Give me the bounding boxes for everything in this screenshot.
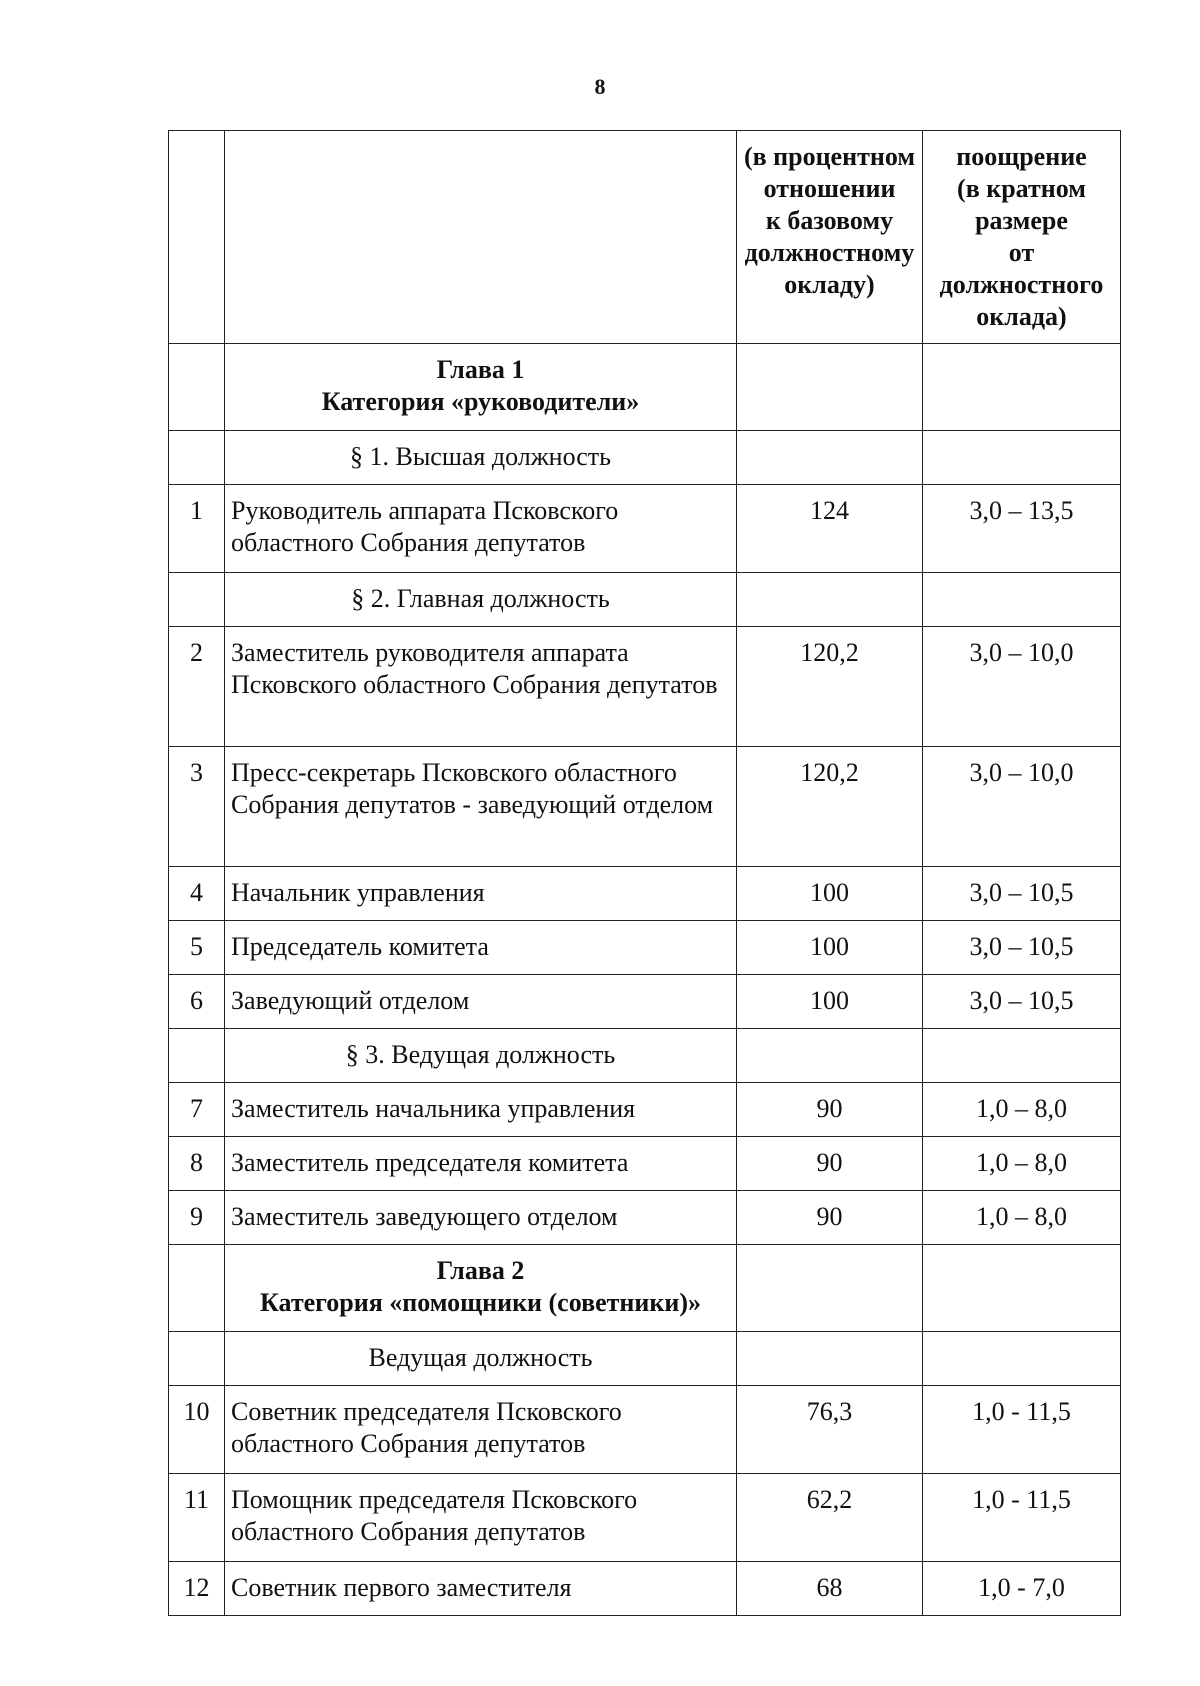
table-row bbox=[169, 867, 1121, 921]
percent-value: 100 bbox=[737, 921, 923, 975]
header-bonus-line: (в кратном bbox=[957, 174, 1086, 203]
empty-cell bbox=[923, 1332, 1121, 1386]
section-title: § 3. Ведущая должность bbox=[225, 1029, 737, 1083]
row-number: 6 bbox=[169, 975, 225, 1029]
bonus-range: 3,0 – 10,5 bbox=[923, 867, 1121, 921]
empty-cell bbox=[923, 573, 1121, 627]
empty-cell bbox=[737, 573, 923, 627]
section-title: § 2. Главная должность bbox=[225, 573, 737, 627]
percent-value: 76,3 bbox=[737, 1386, 923, 1474]
empty-cell bbox=[169, 1029, 225, 1083]
row-number: 4 bbox=[169, 867, 225, 921]
header-bonus-line: поощрение bbox=[956, 142, 1087, 171]
page-number: 8 bbox=[594, 74, 606, 99]
empty-cell bbox=[923, 1245, 1121, 1332]
percent-value: 68 bbox=[737, 1562, 923, 1616]
row-number: 1 bbox=[169, 485, 225, 573]
position-name: Руководитель аппарата Псковского областного Собрания депутатов bbox=[225, 485, 737, 573]
header-pct-cell bbox=[737, 131, 923, 344]
table-row bbox=[169, 1137, 1121, 1191]
chapter-number: Глава 1 bbox=[436, 355, 525, 384]
empty-cell bbox=[169, 1332, 225, 1386]
table-header-row bbox=[169, 131, 1121, 344]
percent-value: 120,2 bbox=[737, 747, 923, 867]
table-row bbox=[169, 1562, 1121, 1616]
percent-value: 90 bbox=[737, 1083, 923, 1137]
position-name: Помощник председателя Псковского областного Собрания депутатов bbox=[225, 1474, 737, 1562]
positions-table bbox=[168, 130, 1121, 1616]
position-name: Председатель комитета bbox=[225, 921, 737, 975]
chapter-category: Категория «руководители» bbox=[321, 387, 640, 416]
header-pct-line: к базовому bbox=[765, 206, 894, 235]
position-name: Заместитель руководителя аппарата Псковского областного Собрания депутатов bbox=[225, 627, 737, 747]
position-name: Начальник управления bbox=[225, 867, 737, 921]
percent-value: 124 bbox=[737, 485, 923, 573]
table-row bbox=[169, 921, 1121, 975]
bonus-range: 1,0 - 11,5 bbox=[923, 1474, 1121, 1562]
empty-cell bbox=[737, 431, 923, 485]
row-number: 2 bbox=[169, 627, 225, 747]
table-row bbox=[169, 975, 1121, 1029]
section-row bbox=[169, 1029, 1121, 1083]
percent-value: 100 bbox=[737, 867, 923, 921]
chapter-number: Глава 2 bbox=[436, 1256, 525, 1285]
chapter-title bbox=[225, 1245, 737, 1332]
header-num-cell bbox=[169, 131, 225, 344]
section-title: § 1. Высшая должность bbox=[225, 431, 737, 485]
table-row bbox=[169, 485, 1121, 573]
position-name: Пресс-секретарь Псковского областного Собрания депутатов - заведующий отделом bbox=[225, 747, 737, 867]
bonus-range: 3,0 – 10,0 bbox=[923, 627, 1121, 747]
bonus-range: 1,0 – 8,0 bbox=[923, 1191, 1121, 1245]
percent-value: 90 bbox=[737, 1191, 923, 1245]
table-row bbox=[169, 627, 1121, 747]
row-number: 10 bbox=[169, 1386, 225, 1474]
empty-cell bbox=[737, 1245, 923, 1332]
empty-cell bbox=[923, 344, 1121, 431]
empty-cell bbox=[737, 1029, 923, 1083]
bonus-range: 1,0 - 7,0 bbox=[923, 1562, 1121, 1616]
position-name: Заместитель начальника управления bbox=[225, 1083, 737, 1137]
empty-cell bbox=[169, 573, 225, 627]
bonus-range: 1,0 – 8,0 bbox=[923, 1083, 1121, 1137]
table-row bbox=[169, 1191, 1121, 1245]
header-bonus-line: оклада) bbox=[976, 302, 1067, 331]
header-pct-line: должностному bbox=[744, 238, 915, 267]
row-number: 8 bbox=[169, 1137, 225, 1191]
row-number: 7 bbox=[169, 1083, 225, 1137]
percent-value: 100 bbox=[737, 975, 923, 1029]
section-row bbox=[169, 431, 1121, 485]
header-pct-line: отношении bbox=[763, 174, 896, 203]
bonus-range: 1,0 - 11,5 bbox=[923, 1386, 1121, 1474]
position-name: Советник первого заместителя bbox=[225, 1562, 737, 1616]
header-name-cell bbox=[225, 131, 737, 344]
section-title: Ведущая должность bbox=[225, 1332, 737, 1386]
table-row bbox=[169, 747, 1121, 867]
header-pct-line: (в процентном bbox=[743, 142, 916, 171]
percent-value: 62,2 bbox=[737, 1474, 923, 1562]
chapter-row bbox=[169, 344, 1121, 431]
empty-cell bbox=[923, 1029, 1121, 1083]
bonus-range: 3,0 – 13,5 bbox=[923, 485, 1121, 573]
header-pct-line: окладу) bbox=[784, 270, 875, 299]
row-number: 11 bbox=[169, 1474, 225, 1562]
row-number: 5 bbox=[169, 921, 225, 975]
empty-cell bbox=[169, 1245, 225, 1332]
empty-cell bbox=[169, 431, 225, 485]
bonus-range: 1,0 – 8,0 bbox=[923, 1137, 1121, 1191]
bonus-range: 3,0 – 10,0 bbox=[923, 747, 1121, 867]
chapter-category: Категория «помощники (советники)» bbox=[259, 1288, 702, 1317]
position-name: Заместитель заведующего отделом bbox=[225, 1191, 737, 1245]
position-name: Заместитель председателя комитета bbox=[225, 1137, 737, 1191]
empty-cell bbox=[737, 344, 923, 431]
position-name: Советник председателя Псковского областного Собрания депутатов bbox=[225, 1386, 737, 1474]
percent-value: 90 bbox=[737, 1137, 923, 1191]
section-row bbox=[169, 1332, 1121, 1386]
empty-cell bbox=[923, 431, 1121, 485]
empty-cell bbox=[169, 344, 225, 431]
bonus-range: 3,0 – 10,5 bbox=[923, 975, 1121, 1029]
row-number: 3 bbox=[169, 747, 225, 867]
table-row bbox=[169, 1083, 1121, 1137]
position-name: Заведующий отделом bbox=[225, 975, 737, 1029]
section-row bbox=[169, 573, 1121, 627]
header-bonus-line: от должностного bbox=[939, 238, 1104, 299]
percent-value: 120,2 bbox=[737, 627, 923, 747]
empty-cell bbox=[737, 1332, 923, 1386]
row-number: 12 bbox=[169, 1562, 225, 1616]
header-bonus-cell bbox=[923, 131, 1121, 344]
bonus-range: 3,0 – 10,5 bbox=[923, 921, 1121, 975]
header-bonus-line: размере bbox=[975, 206, 1068, 235]
table-row bbox=[169, 1386, 1121, 1474]
chapter-title bbox=[225, 344, 737, 431]
chapter-row bbox=[169, 1245, 1121, 1332]
row-number: 9 bbox=[169, 1191, 225, 1245]
table-row bbox=[169, 1474, 1121, 1562]
